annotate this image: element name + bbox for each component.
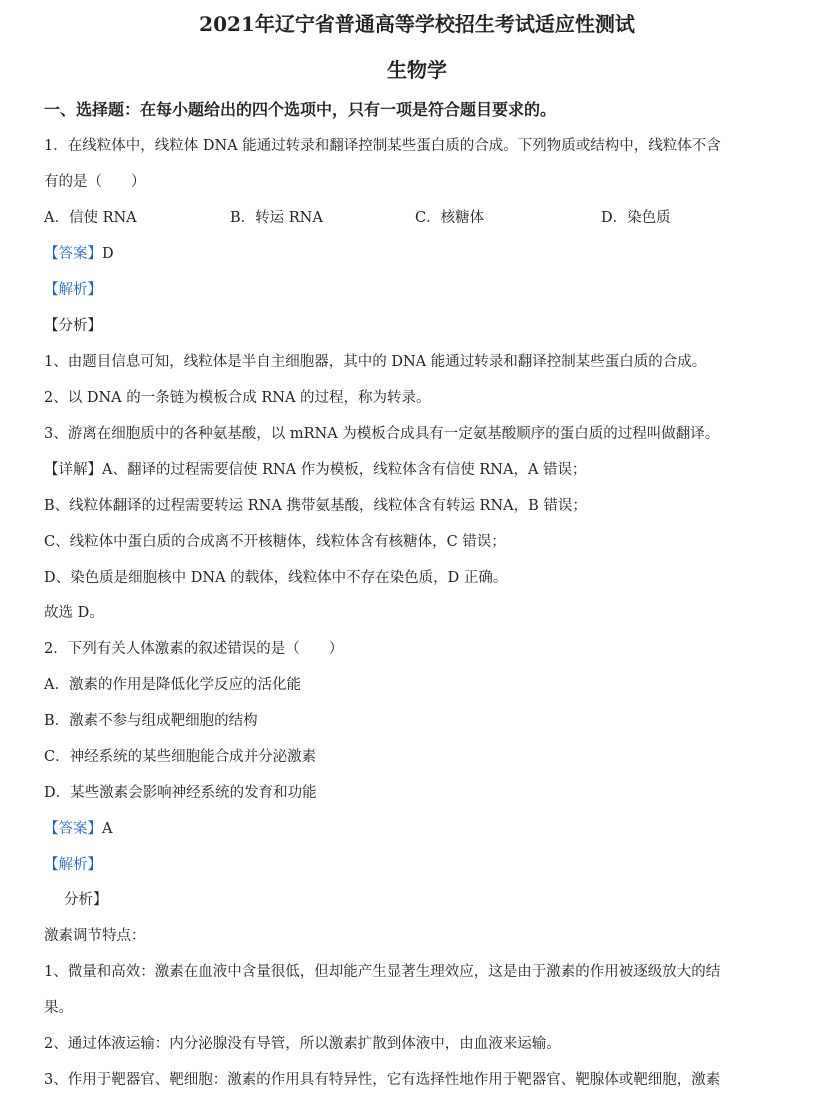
q1-point-1: 1、由题目信息可知，线粒体是半自主细胞器，其中的 DNA 能通过转录和翻译控制某些蛋白质的合成。 [44, 354, 707, 370]
q2-point-3: 3、作用于靶器官、靶细胞：激素的作用具有特异性，它有选择性地作用于靶器官、靶腺体或靶细胞，激素 [44, 1072, 721, 1088]
q1-option-c: C．核糖体 [415, 210, 485, 226]
q2-point-1: 1、微量和高效：激素在血液中含量很低，但却能产生显著生理效应，这是由于激素的作用被逐级放大的结 [44, 964, 721, 980]
q2-option-a: A．激素的作用是降低化学反应的活化能 [44, 677, 301, 693]
q1-option-b: B．转运 RNA [230, 210, 323, 226]
q1-analysis-label: 【解析】 [44, 282, 102, 298]
q2-point-1-cont: 果。 [44, 1000, 73, 1016]
answer-label: 【答案】 [44, 821, 102, 837]
q1-point-2: 2、以 DNA 的一条链为模板合成 RNA 的过程，称为转录。 [44, 390, 431, 406]
section-heading: 一、选择题：在每小题给出的四个选项中，只有一项是符合题目要求的。 [44, 100, 557, 119]
q1-detail-3: C、线粒体中蛋白质的合成离不开核糖体，线粒体含有核糖体，C 错误； [44, 534, 506, 550]
answer-label: 【答案】 [44, 246, 102, 262]
q1-fenxi-label: 【分析】 [44, 318, 102, 334]
q1-answer [44, 242, 114, 263]
page-subtitle: 生物学 [387, 58, 447, 82]
q2-analysis-label: 【解析】 [44, 857, 102, 873]
q1-detail-4: D、染色质是细胞核中 DNA 的载体，线粒体中不存在染色质，D 正确。 [44, 570, 508, 586]
page-title: 2021年辽宁省普通高等学校招生考试适应性测试 [199, 12, 635, 36]
q1-stem-line2: 有的是（ ） [44, 174, 146, 190]
q1-detail-5: 故选 D。 [44, 605, 104, 621]
q2-option-c: C．神经系统的某些细胞能合成并分泌激素 [44, 749, 317, 765]
q2-answer [44, 817, 112, 838]
q2-intro: 激素调节特点： [44, 928, 146, 944]
q2-fenxi-label: 分析】 [64, 892, 108, 908]
q1-point-3: 3、游离在细胞质中的各种氨基酸，以 mRNA 为模板合成具有一定氨基酸顺序的蛋白质的过程叫做翻译。 [44, 426, 720, 442]
q1-detail-2: B、线粒体翻译的过程需要转运 RNA 携带氨基酸，线粒体含有转运 RNA，B 错误； [44, 498, 587, 514]
q2-option-d: D．某些激素会影响神经系统的发育和功能 [44, 785, 317, 801]
answer-value: D [102, 246, 114, 262]
answer-value: A [102, 821, 113, 837]
q2-option-b: B．激素不参与组成靶细胞的结构 [44, 713, 258, 729]
q1-stem-line1: 1．在线粒体中，线粒体 DNA 能通过转录和翻译控制某些蛋白质的合成。下列物质或结构中，线粒体不含 [44, 138, 721, 154]
q2-point-2: 2、通过体液运输：内分泌腺没有导管，所以激素扩散到体液中，由血液来运输。 [44, 1036, 561, 1052]
q1-option-a: A．信使 RNA [44, 210, 137, 226]
q2-stem: 2．下列有关人体激素的叙述错误的是（ ） [44, 641, 344, 657]
q1-detail-1: 【详解】A、翻译的过程需要信使 RNA 作为模板，线粒体含有信使 RNA，A 错误； [44, 462, 587, 478]
q1-option-d: D．染色质 [601, 210, 671, 226]
